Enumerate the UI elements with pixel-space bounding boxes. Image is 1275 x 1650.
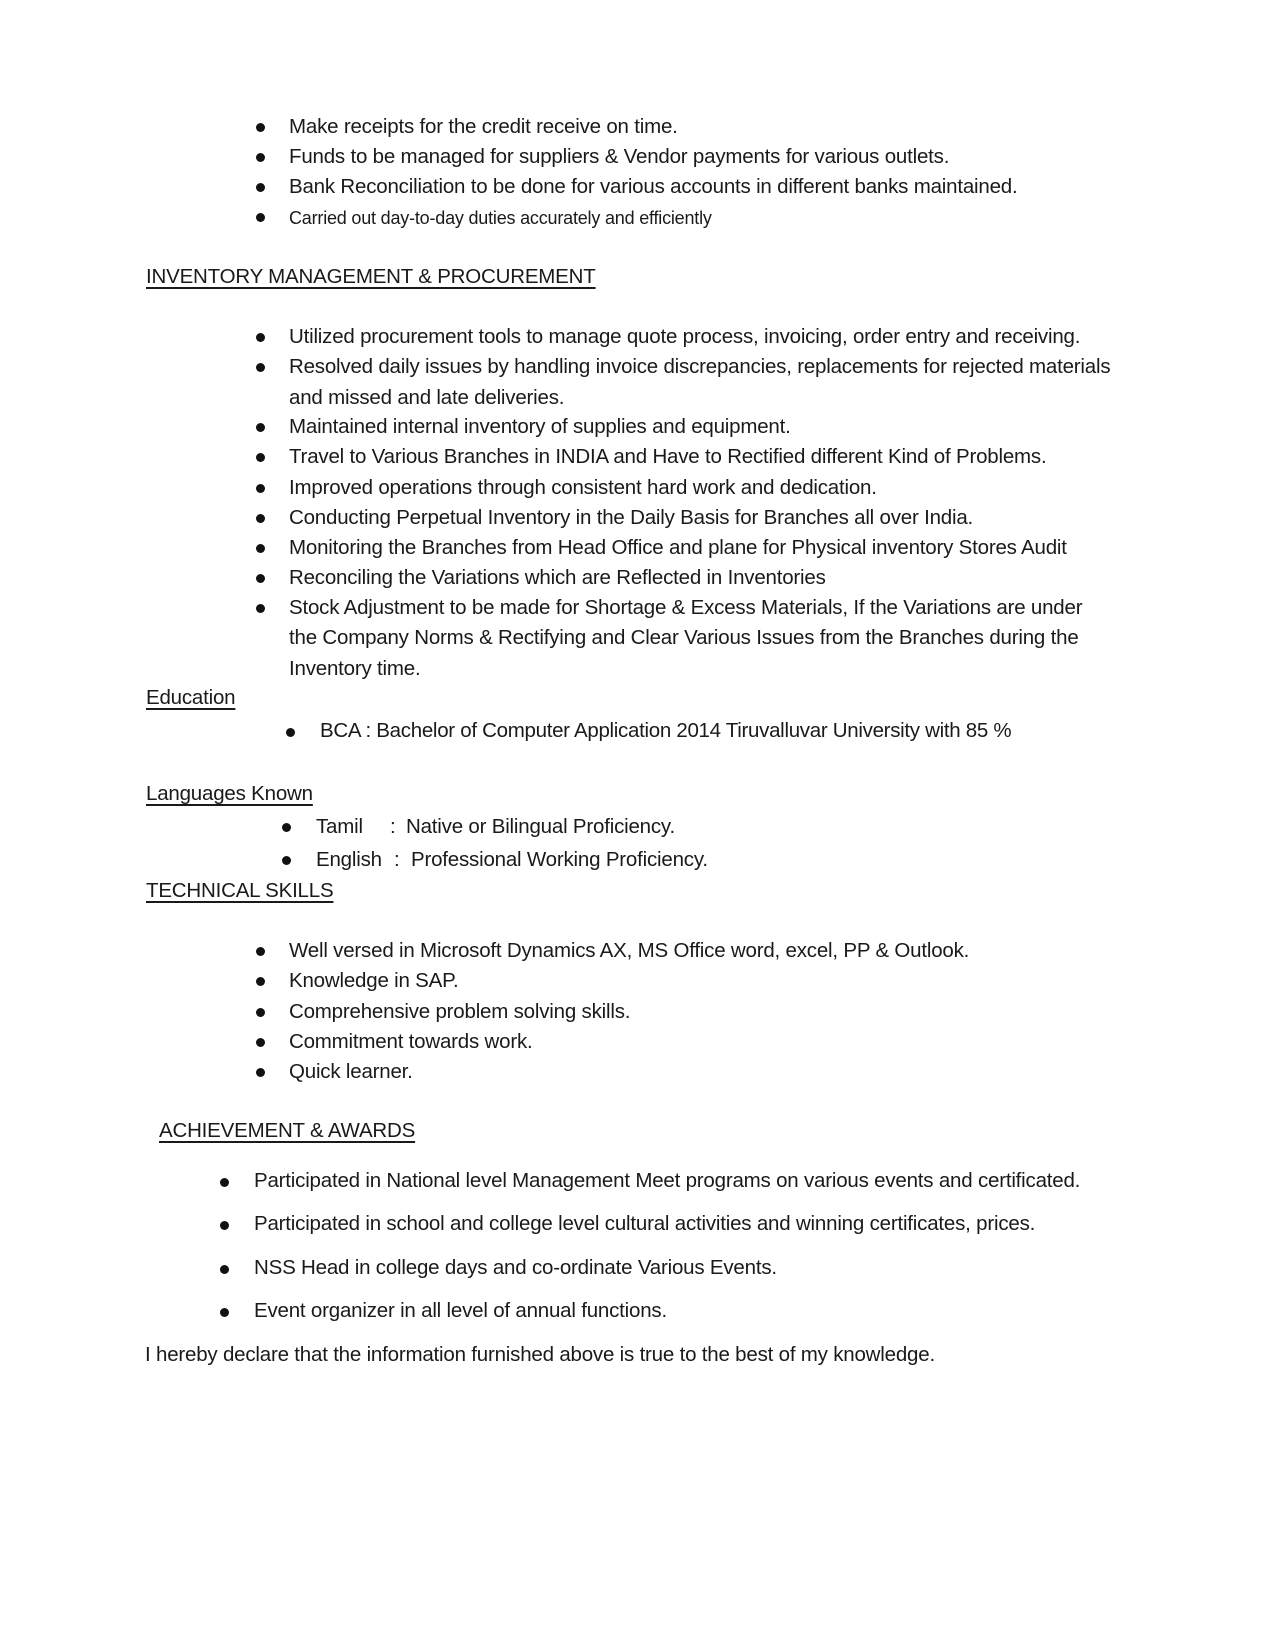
list-item: Monitoring the Branches from Head Office and plane for Physical inventory Stores Audit (289, 536, 1067, 559)
bullet-icon (256, 1038, 265, 1047)
list-item: Carried out day-to-day duties accurately and efficiently (289, 208, 712, 228)
bullet-icon (282, 823, 291, 832)
bullet-icon (256, 213, 265, 222)
language-level: Professional Working Proficiency. (411, 848, 708, 871)
bullet-icon (256, 574, 265, 583)
language-name: Tamil (316, 815, 363, 838)
section-heading-languages: Languages Known (146, 782, 313, 805)
list-item-continuation: the Company Norms & Rectifying and Clear Various Issues from the Branches during the (289, 626, 1079, 649)
bullet-icon (256, 484, 265, 493)
declaration: I hereby declare that the information furnished above is true to the best of my knowledge. (145, 1343, 935, 1366)
bullet-icon (286, 728, 295, 737)
bullet-icon (256, 977, 265, 986)
bullet-icon (256, 183, 265, 192)
bullet-icon (256, 544, 265, 553)
list-item: Funds to be managed for suppliers & Vendor payments for various outlets. (289, 145, 950, 168)
list-item: Maintained internal inventory of supplies and equipment. (289, 415, 791, 438)
list-item: Knowledge in SAP. (289, 969, 459, 992)
list-item: Improved operations through consistent hard work and dedication. (289, 476, 877, 499)
education-item: BCA : Bachelor of Computer Application 2014 Tiruvalluvar University with 85 % (320, 719, 1012, 742)
list-item: Utilized procurement tools to manage quote process, invoicing, order entry and receiving. (289, 325, 1081, 348)
bullet-icon (220, 1265, 229, 1274)
bullet-icon (282, 856, 291, 865)
list-item: Resolved daily issues by handling invoice discrepancies, replacements for rejected materials (289, 355, 1111, 378)
list-item: Participated in school and college level cultural activities and winning certificates, prices. (254, 1212, 1036, 1235)
bullet-icon (256, 153, 265, 162)
list-item: Reconciling the Variations which are Reflected in Inventories (289, 566, 826, 589)
list-item: Conducting Perpetual Inventory in the Daily Basis for Branches all over India. (289, 506, 974, 529)
list-item: Commitment towards work. (289, 1030, 533, 1053)
bullet-icon (256, 947, 265, 956)
bullet-icon (220, 1308, 229, 1317)
bullet-icon (256, 363, 265, 372)
list-item-continuation: and missed and late deliveries. (289, 386, 565, 409)
section-heading-inventory: INVENTORY MANAGEMENT & PROCUREMENT (146, 265, 596, 288)
language-name: English (316, 848, 382, 871)
language-separator: : (394, 848, 400, 871)
list-item: Participated in National level Management Meet programs on various events and certificated. (254, 1169, 1081, 1192)
section-heading-achievements: ACHIEVEMENT & AWARDS (159, 1119, 416, 1142)
bullet-icon (256, 604, 265, 613)
section-heading-education: Education (146, 686, 236, 709)
list-item: Comprehensive problem solving skills. (289, 1000, 631, 1023)
language-level: Native or Bilingual Proficiency. (406, 815, 675, 838)
bullet-icon (256, 1068, 265, 1077)
bullet-icon (256, 123, 265, 132)
list-item: Make receipts for the credit receive on time. (289, 115, 678, 138)
list-item: Bank Reconciliation to be done for various accounts in different banks maintained. (289, 175, 1018, 198)
list-item: Travel to Various Branches in INDIA and Have to Rectified different Kind of Problems. (289, 445, 1047, 468)
list-item: Stock Adjustment to be made for Shortage & Excess Materials, If the Variations are under (289, 596, 1083, 619)
list-item: Quick learner. (289, 1060, 413, 1083)
list-item: Well versed in Microsoft Dynamics AX, MS Office word, excel, PP & Outlook. (289, 939, 970, 962)
bullet-icon (220, 1178, 229, 1187)
bullet-icon (220, 1221, 229, 1230)
bullet-icon (256, 423, 265, 432)
list-item-continuation: Inventory time. (289, 657, 421, 680)
bullet-icon (256, 1008, 265, 1017)
bullet-icon (256, 453, 265, 462)
list-item: Event organizer in all level of annual functions. (254, 1299, 667, 1322)
section-heading-skills: TECHNICAL SKILLS (146, 879, 334, 902)
bullet-icon (256, 333, 265, 342)
language-separator: : (390, 815, 396, 838)
list-item: NSS Head in college days and co-ordinate Various Events. (254, 1256, 777, 1279)
bullet-icon (256, 514, 265, 523)
